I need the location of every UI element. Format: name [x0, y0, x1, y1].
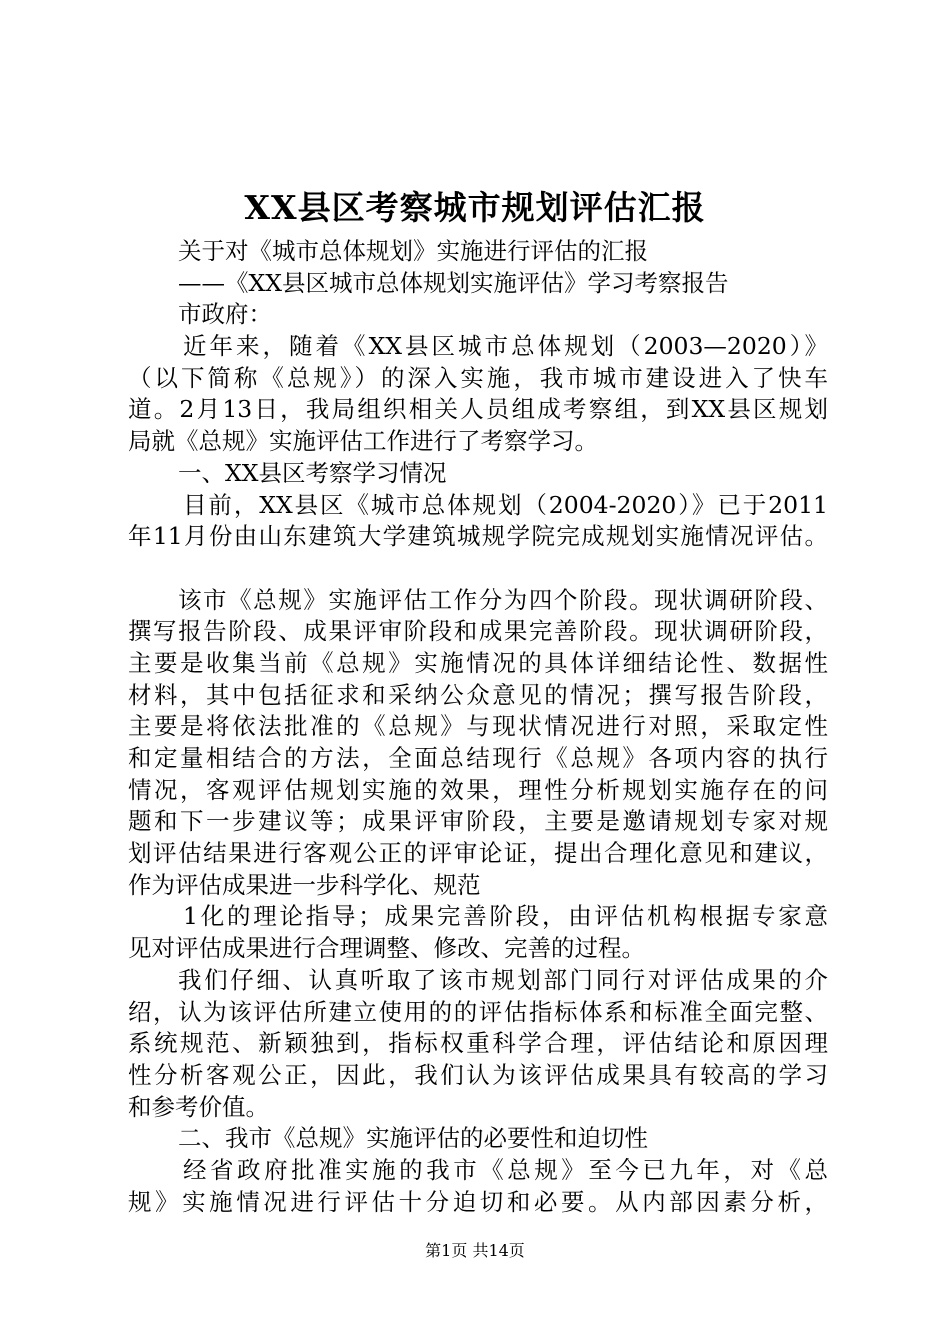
paragraph-line: 题和下一步建议等；成果评审阶段，主要是邀请规划专家对规: [128, 807, 828, 836]
subtitle-line: 关于对《城市总体规划》实施进行评估的汇报: [178, 237, 648, 265]
paragraph-line: 材料，其中包括征求和采纳公众意见的情况；撰写报告阶段，: [128, 680, 828, 709]
paragraph-line: 该市《总规》实施评估工作分为四个阶段。现状调研阶段、: [178, 585, 828, 614]
document-title: XX县区考察城市规划评估汇报: [244, 188, 706, 227]
paragraph-line: 局就《总规》实施评估工作进行了考察学习。: [128, 427, 598, 456]
paragraph-line: 近年来，随着《XX县区城市总体规划（2003—2020）》: [183, 332, 828, 361]
paragraph-line: 年11月份由山东建筑大学建筑城规学院完成规划实施情况评估。: [128, 522, 828, 551]
paragraph-line: 我们仔细、认真听取了该市规划部门同行对评估成果的介: [178, 965, 828, 994]
paragraph-line: 主要是将依法批准的《总规》与现状情况进行对照，采取定性: [128, 712, 828, 741]
paragraph-line: 见对评估成果进行合理调整、修改、完善的过程。: [128, 934, 645, 963]
paragraph-line: 划评估结果进行客观公正的评审论证，提出合理化意见和建议，: [128, 839, 828, 868]
section-heading: 一、XX县区考察学习情况: [178, 458, 447, 487]
blank-line: [128, 553, 828, 585]
section-heading: 二、我市《总规》实施评估的必要性和迫切性: [178, 1124, 648, 1153]
paragraph-line: 主要是收集当前《总规》实施情况的具体详细结论性、数据性: [128, 648, 828, 677]
paragraph-line: 经省政府批准实施的我市《总规》至今已九年，对《总: [183, 1155, 828, 1184]
paragraph-line: 1化的理论指导；成果完善阶段，由评估机构根据专家意: [183, 902, 828, 931]
paragraph-line: 和参考价值。: [128, 1092, 269, 1121]
paragraph-line: 和定量相结合的方法，全面总结现行《总规》各项内容的执行: [128, 744, 828, 772]
paragraph-line: 撰写报告阶段、成果评审阶段和成果完善阶段。现状调研阶段，: [128, 617, 828, 646]
subtitle-line: ——《XX县区城市总体规划实施评估》学习考察报告: [178, 268, 729, 297]
document-body: [128, 236, 828, 1218]
paragraph-line: 目前，XX县区《城市总体规划（2004-2020）》已于2011: [183, 490, 828, 519]
paragraph-line: 规》实施情况进行评估十分迫切和必要。从内部因素分析，: [128, 1187, 828, 1216]
paragraph-line: 性分析客观公正，因此，我们认为该评估成果具有较高的学习: [128, 1060, 828, 1089]
paragraph-line: 绍，认为该评估所建立使用的的评估指标体系和标准全面完整、: [128, 997, 828, 1026]
salutation: 市政府：: [178, 300, 272, 329]
paragraph-line: 情况，客观评估规划实施的效果，理性分析规划实施存在的问: [128, 775, 828, 804]
paragraph-line: 道。2月13日，我局组织相关人员组成考察组，到XX县区规划: [128, 395, 828, 424]
paragraph-line: （以下简称《总规》）的深入实施，我市城市建设进入了快车: [128, 363, 828, 392]
paragraph-line: 系统规范、新颖独到，指标权重科学合理，评估结论和原因理: [128, 1029, 828, 1058]
paragraph-line: 作为评估成果进一步科学化、规范: [128, 870, 481, 899]
page-number: 第1页 共14页: [425, 1241, 525, 1260]
